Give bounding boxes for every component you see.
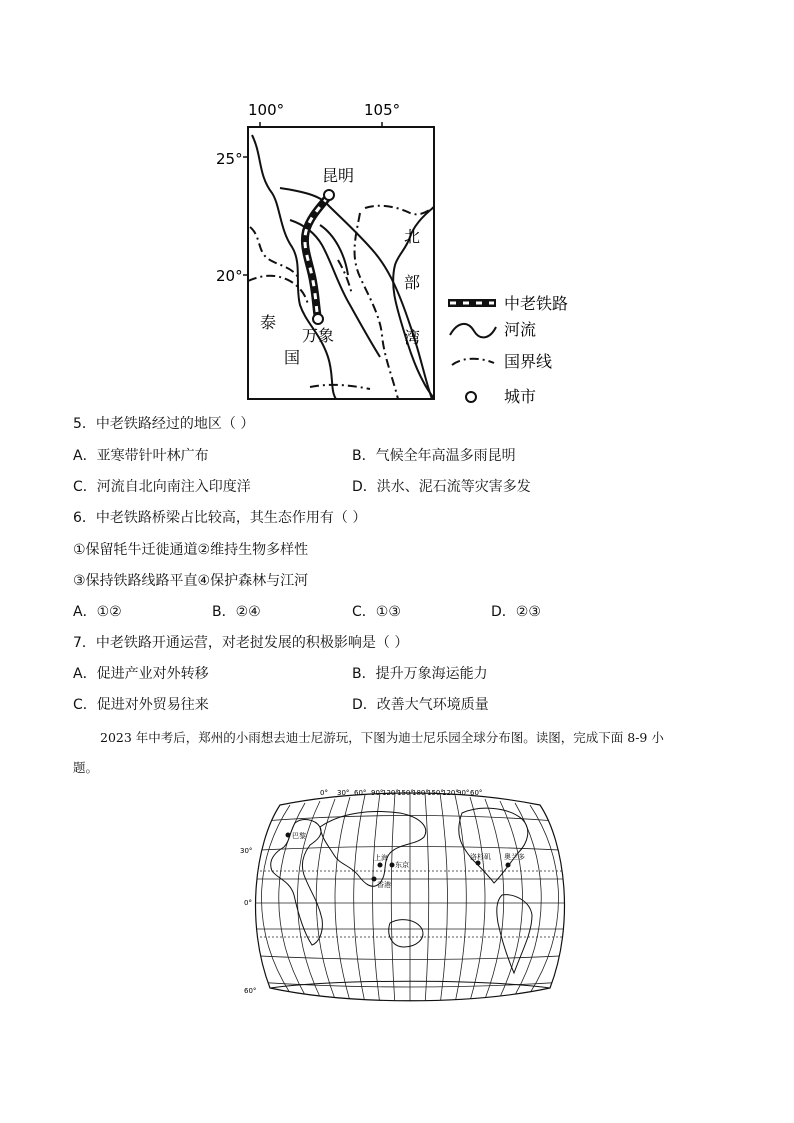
city-paris-marker	[286, 833, 291, 838]
label-vientiane: 万象	[302, 326, 335, 345]
lon-90w: 90°	[457, 789, 470, 797]
city-shanghai-marker	[378, 863, 383, 868]
q6-option-d: D．②③	[491, 604, 541, 620]
city-orlando-label: 奥兰多	[504, 853, 525, 861]
label-kunming: 昆明	[322, 166, 355, 185]
city-hongkong-marker	[372, 877, 377, 882]
latitude-labels	[240, 847, 256, 995]
map-legend	[448, 294, 568, 406]
label-beibu-2: 部	[404, 273, 421, 292]
lat-30: 30°	[240, 847, 253, 855]
city-hongkong-label: 香港	[377, 881, 391, 889]
lon-60: 60°	[354, 789, 367, 797]
lon-label-100: 100°	[248, 101, 285, 119]
legend-railway: 中老铁路	[504, 294, 569, 313]
intro-line-2: 题。	[73, 760, 99, 775]
lon-120w: 120°	[442, 789, 459, 797]
lon-label-105: 105°	[364, 101, 401, 119]
q7-stem: 7．中老铁路开通运营，对老挝发展的积极影响是（ ）	[73, 635, 409, 651]
label-beibu-3: 湾	[404, 328, 421, 347]
city-vientiane-marker	[313, 314, 323, 324]
q5-option-b: B．气候全年高温多雨昆明	[352, 448, 516, 464]
legend-border: 国界线	[504, 352, 553, 371]
city-tokyo-label: 东京	[395, 861, 409, 869]
label-thai-1: 泰	[260, 313, 277, 332]
lat-60: 60°	[244, 987, 257, 995]
city-shanghai-label: 上海	[374, 854, 388, 862]
city-tokyo-marker	[390, 863, 395, 868]
q6-stem: 6．中老铁路桥梁占比较高，其生态作用有（ ）	[73, 510, 367, 526]
lat-label-20: 20°	[216, 267, 243, 285]
disney-world-map	[240, 783, 580, 1011]
q5-option-c: C．河流自北向南注入印度洋	[73, 479, 251, 495]
city-kunming-marker	[324, 190, 334, 200]
lat-label-25: 25°	[216, 150, 243, 168]
legend-river: 河流	[504, 320, 537, 339]
q7-option-b: B．提升万象海运能力	[352, 666, 488, 682]
q6-option-b: B．②④	[212, 604, 261, 620]
q7-option-d: D．改善大气环境质量	[352, 697, 489, 713]
q6-statement-2: ③保持铁路线路平直④保护森林与江河	[73, 573, 309, 589]
lat-0: 0°	[244, 899, 252, 907]
china-laos-railway-map	[210, 95, 600, 410]
q5-option-a: A．亚寒带针叶林广布	[73, 448, 209, 464]
q6-option-c: C．①③	[352, 604, 401, 620]
lon-90: 90°	[371, 789, 384, 797]
q5-stem: 5．中老铁路经过的地区（ ）	[73, 416, 255, 432]
q7-option-a: A．促进产业对外转移	[73, 666, 209, 682]
lon-0: 0°	[320, 789, 328, 797]
city-losangeles-label: 洛杉矶	[470, 853, 491, 861]
city-paris-label: 巴黎	[292, 832, 306, 840]
lon-150: 150°	[397, 789, 414, 797]
label-beibu-1: 北	[404, 227, 421, 246]
lon-150w: 150°	[427, 789, 444, 797]
legend-city: 城市	[504, 387, 537, 406]
lon-180: 180°	[412, 789, 429, 797]
china-laos-railway	[305, 197, 328, 319]
city-losangeles-marker	[476, 861, 481, 866]
q5-option-d: D．洪水、泥石流等灾害多发	[352, 479, 531, 495]
q6-option-a: A．①②	[73, 604, 122, 620]
city-orlando-marker	[506, 863, 511, 868]
lon-120: 120°	[382, 789, 399, 797]
q6-statement-1: ①保留牦牛迁徙通道②维持生物多样性	[73, 542, 309, 558]
lon-60w: 60°	[470, 789, 483, 797]
disney-cities	[286, 831, 526, 889]
label-thai-2: 国	[284, 348, 301, 367]
q7-option-c: C．促进对外贸易往来	[73, 697, 209, 713]
intro-line-1: 2023 年中考后，郑州的小雨想去迪士尼游玩，下图为迪士尼乐园全球分布图。读图，完成下面 8-9 小	[100, 730, 664, 745]
lon-30: 30°	[337, 789, 350, 797]
